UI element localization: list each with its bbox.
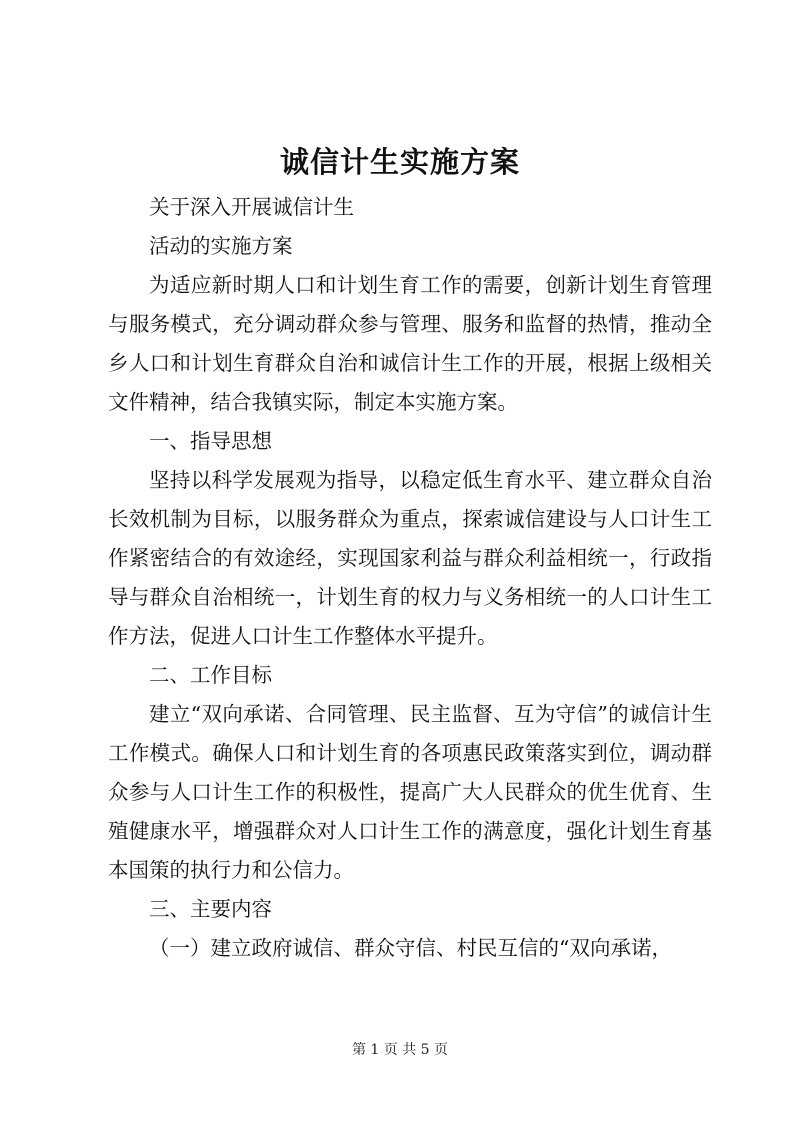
document-body <box>108 188 712 968</box>
page-number-footer: 第 1 页 共 5 页 <box>351 1042 449 1058</box>
paragraph-subtitle-line-2: 活动的实施方案 <box>149 234 293 258</box>
paragraph-main-content-item-1: （一）建立政府诚信、群众守信、村民互信的“双向承诺， <box>149 936 672 960</box>
paragraph-work-goals: 建立“双向承诺、合同管理、民主监督、互为守信”的诚信计生工作模式。确保人口和计划生育的各项惠民政策落实到位，调动群众参与人口计生工作的积极性，提高广大人民群众的优生优育、生殖健康水平，增强群众对人口计生工作的满意度，强化计划生育基本国策的执行力和公信力。 <box>108 702 712 882</box>
section-heading-main-content: 三、主要内容 <box>149 897 272 921</box>
paragraph-introduction: 为适应新时期人口和计划生育工作的需要，创新计划生育管理与服务模式，充分调动群众参与管理、服务和监督的热情，推动全乡人口和计划生育群众自治和诚信计生工作的开展，根据上级相关文件精神，结合我镇实际，制定本实施方案。 <box>108 273 712 414</box>
section-heading-work-goals: 二、工作目标 <box>149 663 272 687</box>
paragraph-guiding-ideology: 坚持以科学发展观为指导，以稳定低生育水平、建立群众自治长效机制为目标，以服务群众为重点，探索诚信建设与人口计生工作紧密结合的有效途经，实现国家利益与群众利益相统一，行政指导与群众自治相统一，计划生育的权力与义务相统一的人口计生工作方法，促进人口计生工作整体水平提升。 <box>108 468 712 648</box>
paragraph-subtitle-line-1: 关于深入开展诚信计生 <box>149 195 354 219</box>
document-title: 诚信计生实施方案 <box>279 145 520 179</box>
section-heading-guiding-ideology: 一、指导思想 <box>149 429 272 453</box>
